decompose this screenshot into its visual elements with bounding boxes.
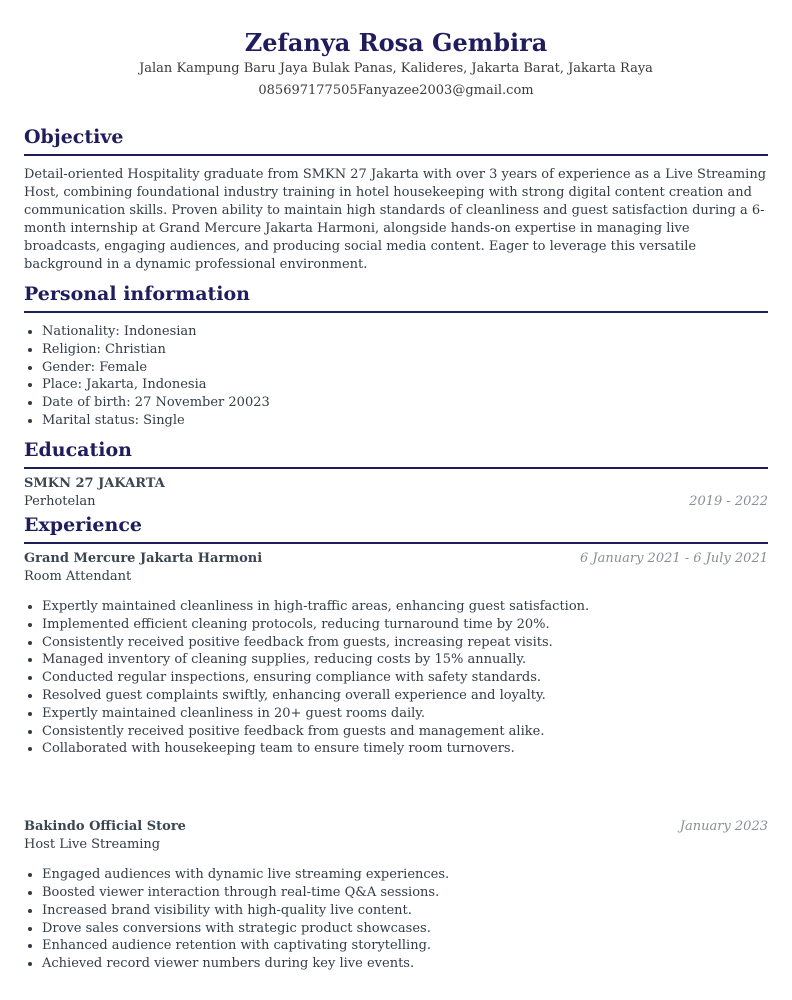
- education-heading: Education: [24, 437, 768, 469]
- job-role-row: [24, 836, 768, 854]
- list-item: • Place: Jakarta, Indonesia: [42, 376, 768, 394]
- job-organization: Grand Mercure Jakarta Harmoni: [24, 551, 263, 566]
- list-item: • Increased brand visibility with high-quality live content.: [42, 902, 768, 920]
- experience-section: [24, 512, 768, 973]
- job-role-row: [24, 568, 768, 586]
- list-item: • Drove sales conversions with strategic product showcases.: [42, 920, 768, 938]
- list-item: • Enhanced audience retention with captivating storytelling.: [42, 937, 768, 955]
- job-dates: 6 January 2021 - 6 July 2021: [580, 551, 768, 566]
- list-item: • Marital status: Single: [42, 412, 768, 430]
- school-name: SMKN 27 JAKARTA: [24, 476, 165, 491]
- job-header-row: [24, 818, 768, 836]
- job-bullets: [24, 866, 768, 973]
- list-item: • Resolved guest complaints swiftly, enhancing overall experience and loyalty.: [42, 687, 768, 705]
- list-item: • Conducted regular inspections, ensuring compliance with safety standards.: [42, 669, 768, 687]
- personal-heading: Personal information: [24, 281, 768, 313]
- job-bullets: [24, 598, 768, 758]
- job-role: Room Attendant: [24, 569, 132, 584]
- personal-list: [24, 323, 768, 430]
- list-item: • Religion: Christian: [42, 341, 768, 359]
- list-item: • Expertly maintained cleanliness in 20+ guest rooms daily.: [42, 705, 768, 723]
- education-section: [24, 437, 768, 511]
- list-item: • Collaborated with housekeeping team to ensure timely room turnovers.: [42, 740, 768, 758]
- education-detail-row: [24, 493, 768, 511]
- list-item: • Consistently received positive feedback from guests, increasing repeat visits.: [42, 634, 768, 652]
- education-row: [24, 475, 768, 493]
- objective-heading: Objective: [24, 124, 768, 156]
- address: Jalan Kampung Baru Jaya Bulak Panas, Kalideres, Jakarta Barat, Jakarta Raya: [139, 61, 653, 76]
- list-item: • Nationality: Indonesian: [42, 323, 768, 341]
- objective-section: [24, 124, 768, 274]
- experience-heading: Experience: [24, 512, 768, 544]
- objective-text: Detail-oriented Hospitality graduate from SMKN 27 Jakarta with over 3 years of experience as a Live Streaming Host, combining foundational industry training in hotel housekeeping with strong digital content creation and communication skills. Proven ability to maintain high standards of cleanliness and guest satisfaction during a 6-month internship at Grand Mercure Jakarta Harmoni, alongside hands-on expertise in managing live broadcasts, engaging audiences, and producing social media content. Eager to leverage this versatile background in a dynamic professional environment.: [24, 167, 767, 272]
- list-item: • Implemented efficient cleaning protocols, reducing turnaround time by 20%.: [42, 616, 768, 634]
- job-header-row: [24, 550, 768, 568]
- list-item: • Gender: Female: [42, 359, 768, 377]
- list-item: • Expertly maintained cleanliness in high-traffic areas, enhancing guest satisfaction.: [42, 598, 768, 616]
- job-entry: [24, 550, 768, 758]
- resume-header: [0, 0, 792, 102]
- major: Perhotelan: [24, 494, 96, 509]
- education-dates: 2019 - 2022: [689, 494, 768, 509]
- phone-email: 085697177505Fanyazee2003@gmail.com: [258, 83, 534, 98]
- personal-section: [24, 281, 768, 430]
- job-role: Host Live Streaming: [24, 837, 161, 853]
- job-entry: [24, 818, 768, 973]
- list-item: • Consistently received positive feedback from guests and management alike.: [42, 723, 768, 741]
- list-item: • Engaged audiences with dynamic live streaming experiences.: [42, 866, 768, 884]
- list-item: • Date of birth: 27 November 20023: [42, 394, 768, 412]
- job-organization: Bakindo Official Store: [24, 819, 186, 835]
- list-item: • Boosted viewer interaction through real-time Q&A sessions.: [42, 884, 768, 902]
- list-item: • Achieved record viewer numbers during key live events.: [42, 955, 768, 973]
- list-item: • Managed inventory of cleaning supplies, reducing costs by 15% annually.: [42, 651, 768, 669]
- candidate-name: Zefanya Rosa Gembira: [244, 28, 548, 57]
- job-dates: January 2023: [679, 819, 768, 835]
